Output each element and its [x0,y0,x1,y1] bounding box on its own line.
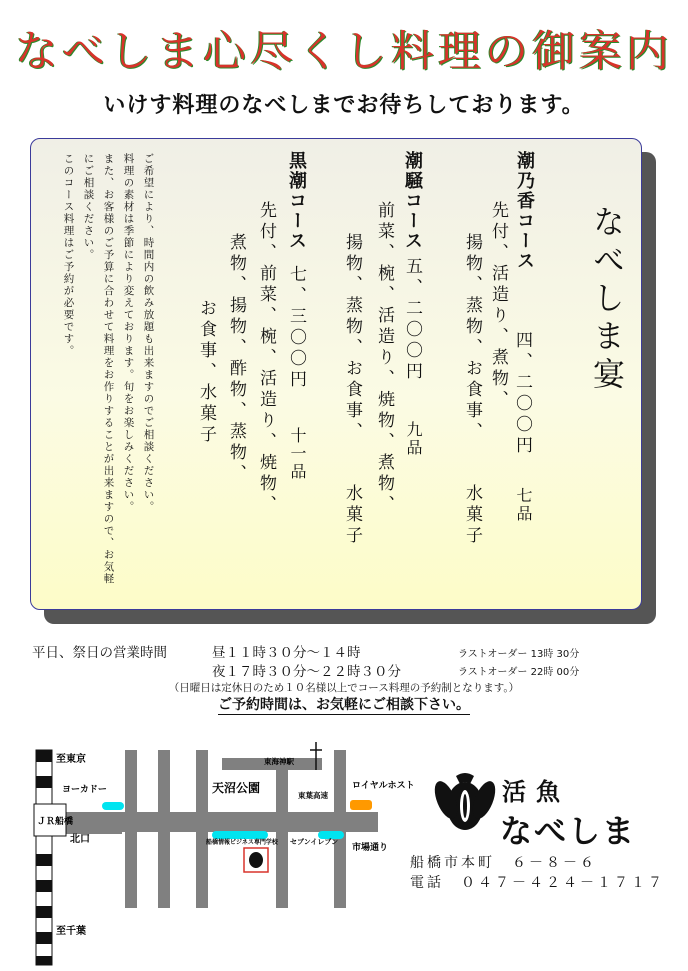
course-1-price: 四、二〇〇円 [512,331,532,457]
note-line-3: また、お客様のご予算に合わせて料理をお作りすることが出来ますので、お気軽 [102,153,115,585]
page-subtitle: いけす料理のなべしまでお待ちしております。 [103,93,585,118]
north-exit-label: 北口 [70,834,90,845]
railway-segment [36,776,52,788]
yokado-label: ヨーカドー [62,785,107,795]
road [158,750,170,908]
railway-segment [36,906,52,918]
nabeshima-map-icon [249,852,263,868]
hours-dinner: 夜１７時３０分～２２時３０分 [212,664,401,680]
note-line-1: ご希望により、時間内の飲み放題も出来ますのでご相談ください。 [142,153,155,513]
address: 船橋市本町 ６－８－６ [410,855,597,871]
note-line-2: 料理の素材は季節により変えております。旬をお楽しみください。 [122,153,135,513]
sunday-note: （日曜日は定休日のため１０名様以上でコース料理の予約制となります。） [168,682,520,694]
expressway-label: 東葉高速 [298,791,328,800]
railway-segment [36,956,52,965]
course-1-count: 七品 [514,487,533,523]
menu-title: なべしま宴 [588,205,626,395]
note-line-5: このコース料理はご予約が必要です。 [62,153,75,357]
railway-segment [36,854,52,866]
royal-host-marker [350,800,372,810]
course-1-dishes-2: 揚物、蒸物、お食事、 [462,233,482,443]
page-title: なべしま心尽くし料理の御案内 [15,27,673,77]
railway-segment [36,932,52,944]
course-2-price: 五、二〇〇円 [402,257,422,383]
railway-segment [36,750,52,762]
railway-segment [36,880,52,892]
hours-label: 平日、祭日の営業時間 [32,645,167,661]
course-3-price: 七、三〇〇円 [286,265,306,391]
course-3-name: 黒潮コース [286,151,307,251]
brand-subtitle: 活魚 [502,777,570,806]
jr-station-label: ＪＲ船橋 [37,817,74,827]
to-tokyo-label: 至東京 [56,754,86,765]
course-2-count: 九品 [404,421,423,457]
brand-name: なべしま [500,812,637,850]
market-street-road [334,750,346,908]
market-street-label: 市場通り [352,843,389,853]
course-2-dessert: 水菓子 [342,484,362,547]
course-1-dishes-1: 先付、活造り、煮物、 [488,201,508,411]
course-3-dishes-2: 煮物、揚物、酢物、蒸物、 [226,233,246,485]
shrine-label: 東海神駅 [264,757,294,766]
dinner-last-order: ラストオーダー 22時 00分 [458,667,580,678]
hours-lunch: 昼１１時３０分～１４時 [212,645,361,661]
yokado-marker [102,802,124,810]
nabeshima-crest-icon [432,770,498,836]
reservation-note-text: ご予約時間は、お気軽にご相談下さい。 [218,697,470,713]
course-1-name: 潮乃香コース [514,151,535,271]
course-3-count: 十一品 [288,427,307,481]
road [196,750,208,908]
park-label: 天沼公園 [212,781,261,795]
menu-board [30,138,642,610]
school-marker [212,831,268,839]
course-2-dishes-1: 前菜、椀、活造り、焼物、煮物、 [374,201,394,516]
course-2-dishes-2: 揚物、蒸物、お食事、 [342,233,362,443]
course-1-dessert: 水菓子 [462,484,482,547]
school-label: 船橋情報ビジネス専門学校 [206,839,278,846]
royal-host-label: ロイヤルホスト [352,781,415,791]
course-3-dishes-3: お食事、水菓子 [196,299,216,446]
reservation-note [0,694,688,714]
course-2-name: 潮騒コース [402,151,423,251]
course-3-dishes-1: 先付、前菜、椀、活造り、焼物、 [256,201,276,516]
phone-number: 電話 ０４７－４２４－１７１７ [410,875,665,891]
note-line-4: にご相談ください。 [82,153,95,261]
access-map [0,730,415,971]
to-chiba-label: 至千葉 [56,926,86,937]
road [125,750,137,908]
lunch-last-order: ラストオーダー 13時 30分 [458,649,580,660]
seven-eleven-label: セブンイレブン [290,838,339,846]
